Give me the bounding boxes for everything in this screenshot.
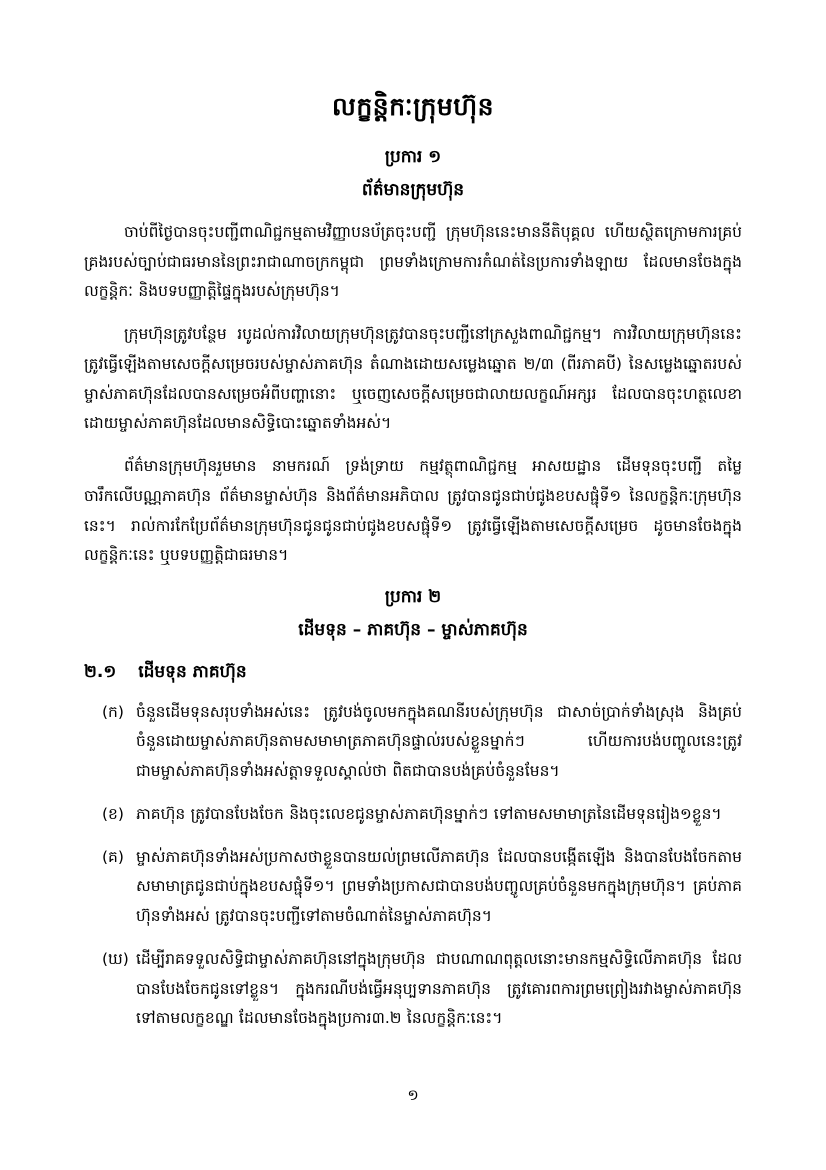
page-number: ១ [407, 1086, 419, 1104]
paragraph: ចាប់ពីថ្ងៃបានចុះបញ្ជីពាណិជ្ជកម្មតាមវិញ្ញាបនប័ត្រចុះបញ្ជី ក្រុមហ៊ុននេះមាននីតិបុគ្គល ហើយស្ថិតក្រោមការគ្រប់គ្រងរបស់ច្បាប់ជាធរមាននៃព្រះរាជាណាចក្រកម្ពុជា ព្រមទាំងក្រោមការកំណត់នៃប្រការទាំងឡាយ ដែលមានចែងក្នុងលក្ខន្តិកៈ និងបទបញ្ញាត្តិផ្ទៃក្នុងរបស់ក្រុមហ៊ុន។ [84, 222, 742, 301]
subsection-heading [84, 659, 742, 686]
paragraph: ក្រុមហ៊ុនត្រូវបន្ថែម របូដល់ការវិលាយក្រុមហ៊ុនត្រូវបានចុះបញ្ជីនៅក្រសួងពាណិជ្ជកម្ម។ ការវិលាយក្រុមហ៊ុននេះ ត្រូវធ្វើឡើងតាមសេចក្តីសម្រេចរបស់ម្ចាស់ភាគហ៊ុន តំណាងដោយសម្លេងឆ្នោត ២/៣ (ពីរភាគបី) នៃសម្លេងឆ្នោតរបស់ម្ចាស់ភាគហ៊ុនដែលបានសម្រេចអំពីបញ្ហានោះ ឬចេញសេចក្តីសម្រេចជាលាយលក្ខណ៍អក្សរ ដែលបានចុះហត្ថលេខាដោយម្ចាស់ភាគហ៊ុនដែលមានសិទ្ធិបោះឆ្នោតទាំងអស់។ [84, 325, 742, 433]
list-item-text: ចំនួនដើមទុនសរុបទាំងអស់នេះ ត្រូវបង់ចូលមកក្នុងគណនីរបស់ក្រុមហ៊ុន ជាសាច់ប្រាក់ទាំងស្រុង និងគ្រប់ចំនួនដោយម្ចាស់ភាគហ៊ុនតាមសមាមាត្រភាគហ៊ុនផ្ទាល់របស់ខ្លួនម្នាក់ៗ ហើយការបង់បញ្ចូលនេះត្រូវជាមម្ចាស់ភាគហ៊ុនទាំងអស់ត្តាទទួលស្គាល់ថា ពិតជាបានបង់គ្រប់ចំនួនមែន។ [136, 702, 742, 781]
section-1-heading: ប្រការ ១ [384, 146, 442, 167]
paragraph: ព័ត៌មានក្រុមហ៊ុនរួមមាន នាមករណ៍ ទ្រង់ទ្រាយ កម្មវត្ថុពាណិជ្ជកម្ម អាសយដ្ឋាន ដើមទុនចុះបញ្ជី តម្លៃចារឹកលើបណ្ណភាគហ៊ុន ព័ត៌មានម្ចាស់ហ៊ុន និងព័ត៌មានអភិបាល ត្រូវបានជូនជាប់ជូងខបសផ្ជុំទី១ នៃលក្ខន្តិកៈក្រុមហ៊ុននេះ។ រាល់ការកែប្រែព័ត៌មានក្រុមហ៊ុនជូនជូនជាប់ជូងខបសផ្ជុំទី១ ត្រូវធ្វើឡើងតាមសេចក្តីសម្រេច ដូចមានចែងក្នុងលក្ខន្តិកៈនេះ ឬបទបញ្ញត្តិជាធរមាន។ [84, 457, 742, 565]
list-item [84, 843, 742, 932]
list-item-marker: (គ) [102, 847, 124, 866]
list-item-text: ម្ចាស់ភាគហ៊ុនទាំងអស់ប្រកាសថាខ្លួនបានយល់ព្រមលើភាគហ៊ុន ដែលបានបង្កើតឡើង និងបានបែងចែកតាមសមាមាត្រជូនជាប់ក្នុងខបសផ្ជុំទី១។ ព្រមទាំងប្រកាសជាបានបង់បញ្ចូលគ្រប់ចំនួនមកក្នុងក្រុមហ៊ុន។ គ្រប់ភាគហ៊ុនទាំងអស់ ត្រូវបានចុះបញ្ជីទៅតាមចំណាត់នៃម្ចាស់ភាគហ៊ុន។ [136, 847, 742, 926]
page-title: លក្ខន្តិកៈក្រុមហ៊ុន [332, 92, 494, 121]
section-2-subheading: ដើមទុន – ភាគហ៊ុន – ម្ចាស់ភាគហ៊ុន [298, 620, 528, 641]
list-item [84, 800, 742, 830]
section-2-heading: ប្រការ ២ [384, 587, 442, 608]
list-item-marker: (ខ) [102, 804, 124, 823]
subsection-number: ២.១ [84, 661, 117, 682]
list-item [84, 698, 742, 787]
subsection-label: ដើមទុន ភាគហ៊ុន [138, 661, 247, 682]
list-item [84, 945, 742, 1034]
list-item-marker: (ក) [102, 702, 124, 721]
section-1-subheading: ព័ត៌មានក្រុមហ៊ុន [361, 179, 465, 200]
list-item-marker: (ឃ) [102, 949, 129, 968]
list-item-text: ដើម្បីរាគទទួលសិទ្ធិជាម្ចាស់ភាគហ៊ុននៅក្នុងក្រុមហ៊ុន ជាបណាណពុត្តលនោះមានកម្មសិទ្ធិលើភាគហ៊ុន ដែលបានបែងចែកជូនទៅខ្លួន។ ក្នុងករណីបង់ធ្វើអនុប្បទានភាគហ៊ុន ត្រូវគោរពការព្រមព្រៀងរវាងម្ចាស់ភាគហ៊ុនទៅតាមលក្ខខណ្ឌ ដែលមានចែងក្នុងប្រការ៣.២ នៃលក្ខន្តិកៈនេះ។ [136, 949, 742, 1028]
list-item-text: ភាគហ៊ុន ត្រូវបានបែងចែក និងចុះលេខជូនម្ចាស់ភាគហ៊ុនម្នាក់ៗ ទៅតាមសមាមាត្រនៃដើមទុនរៀង១ខ្លួន។ [136, 804, 722, 823]
